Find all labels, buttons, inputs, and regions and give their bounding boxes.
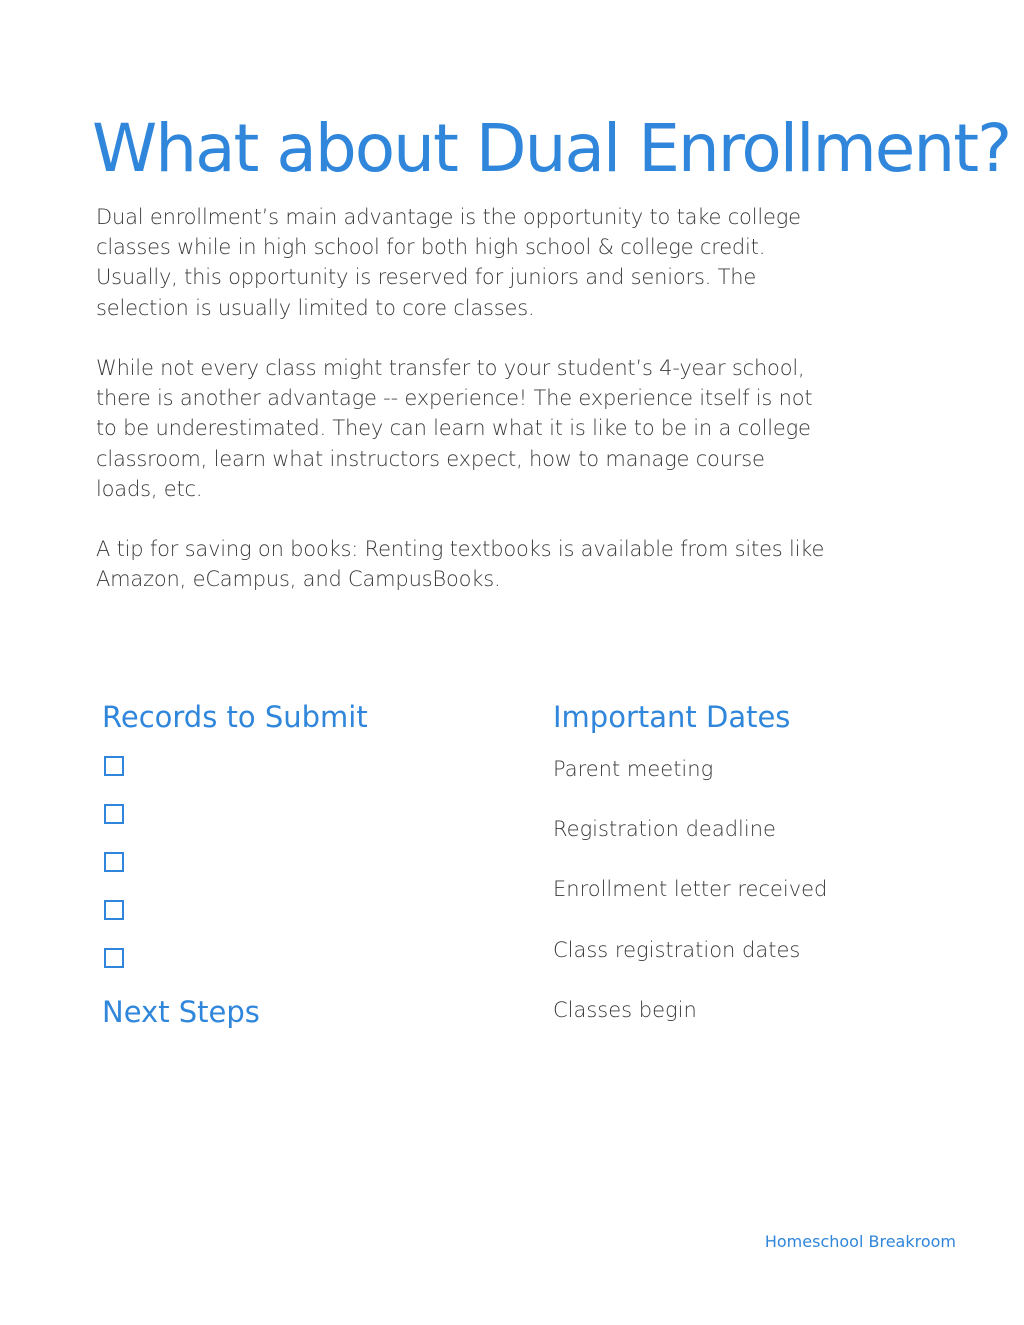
intro-paragraph-advantage: Dual enrollment’s main advantage is the opportunity to take college classes while in high school for both high school & college credit. Usually, this opportunity is reserved for juniors and seniors. The selection is usually limited to core classes. xyxy=(96,205,801,320)
important-dates-list xyxy=(553,754,827,1055)
footer-brand: Homeschool Breakroom xyxy=(764,1232,956,1251)
date-item-parent-meeting: Parent meeting xyxy=(553,757,714,781)
intro-text xyxy=(96,202,916,625)
records-to-submit-heading: Records to Submit xyxy=(102,700,368,734)
page-title: What about Dual Enrollment? xyxy=(92,110,1011,187)
date-item-classes-begin: Classes begin xyxy=(553,997,697,1022)
record-checkbox[interactable] xyxy=(104,852,124,872)
important-dates-heading: Important Dates xyxy=(553,700,791,734)
records-checklist xyxy=(104,756,124,996)
record-checkbox[interactable] xyxy=(104,948,124,968)
date-item-enrollment-letter: Enrollment letter received xyxy=(553,877,828,902)
record-checkbox[interactable] xyxy=(104,756,124,776)
intro-paragraph-experience: While not every class might transfer to your student’s 4-year school, there is another advantage -- experience! The experience itself is not to be underestimated. They can learn what it is like to be in a college classroom, learn what instructors expect, how to manage course loads, etc. xyxy=(96,356,813,501)
next-steps-heading: Next Steps xyxy=(102,995,260,1029)
record-checkbox[interactable] xyxy=(104,804,124,824)
record-checkbox[interactable] xyxy=(104,900,124,920)
date-item-registration-deadline: Registration deadline xyxy=(553,817,776,842)
date-item-class-registration: Class registration dates xyxy=(553,937,801,962)
intro-paragraph-books-tip: A tip for saving on books: Renting textbooks is available from sites like Amazon, eCampus, and CampusBooks. xyxy=(96,537,825,592)
